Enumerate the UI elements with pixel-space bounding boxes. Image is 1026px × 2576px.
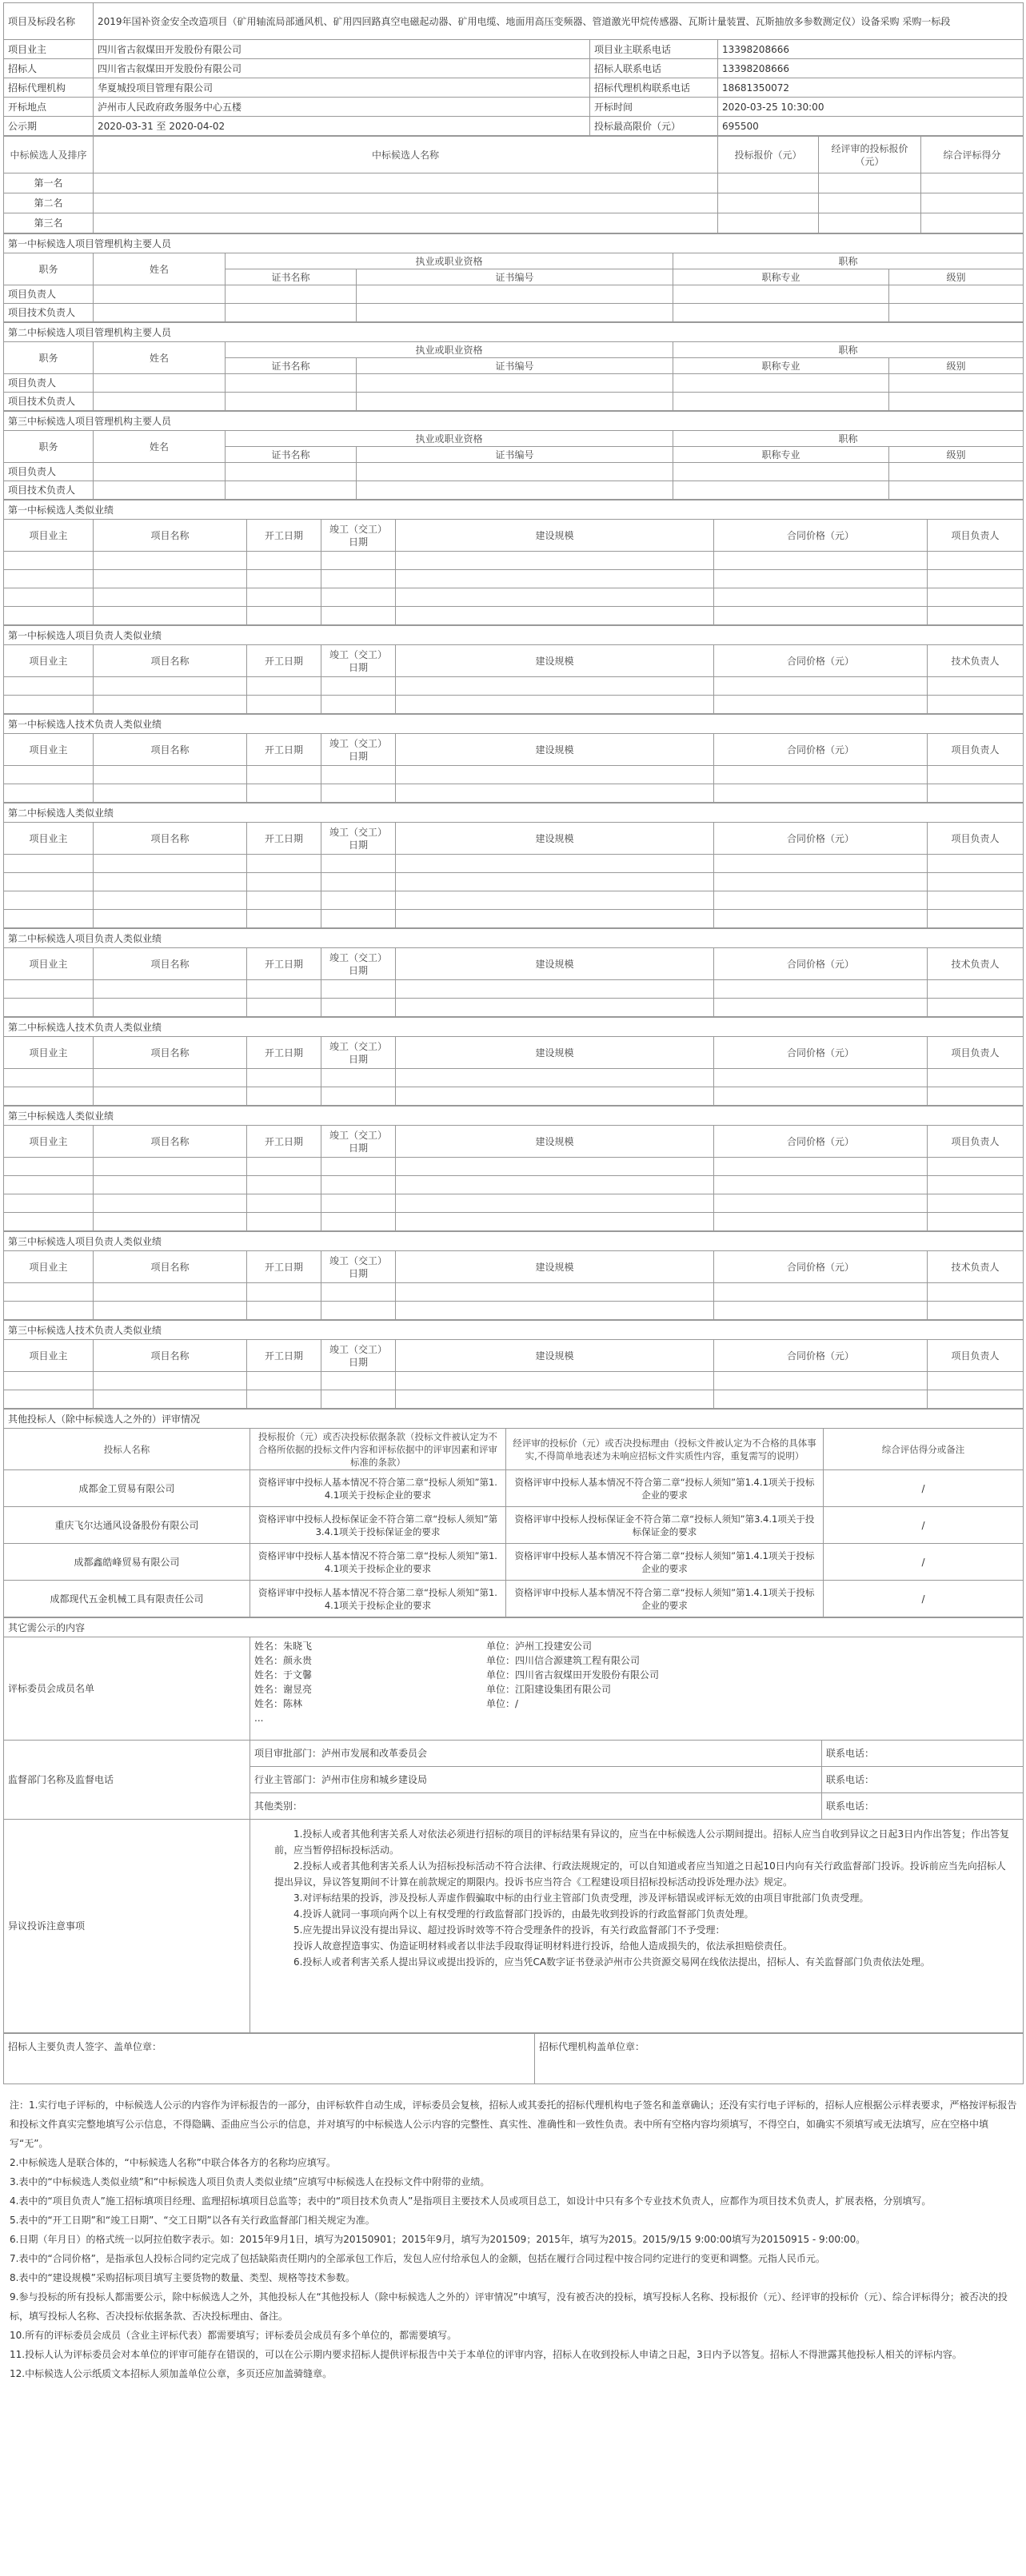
section-title: 其他投标人（除中标候选人之外的）评审情况	[4, 1410, 1024, 1429]
section-title: 第二中标候选人项目负责人类似业绩	[4, 929, 1024, 948]
table-row	[4, 1087, 1024, 1106]
period-value: 2020-03-31 至 2020-04-02	[94, 117, 590, 136]
table-row	[4, 999, 1024, 1017]
location-value: 泸州市人民政府政务服务中心五楼	[94, 98, 590, 117]
objection-label: 异议投诉注意事项	[4, 1820, 250, 2033]
performance-table: 第二中标候选人项目负责人类似业绩 项目业主 项目名称 开工日期 竣工（交工）日期 建设规模 合同价格（元） 技术负责人	[3, 928, 1024, 1017]
table-row	[4, 570, 1024, 588]
reviewers-list: 姓名：朱晓飞 单位：泸州工投建安公司 姓名：颜永贵 单位：四川信合源建筑工程有限公司 姓名：于文馨 单位：四川省古叙煤田开发股份有限公司 姓名：谢昱亮 单位：江阳建设集团有限公司 姓名：陈林 单位：/ ...	[250, 1637, 1024, 1741]
bid-result-document	[3, 2, 1023, 2084]
section-title: 第二中标候选人项目管理机构主要人员	[4, 323, 1024, 342]
list-item: 7.表中的“合同价格”，是指承包人投标合同约定完成了包括缺陷责任期内的全部承包工作后，发包人应付给承包人的金额，包括在履行合同过程中按合同约定进行的变更和调整。元指人民币元。	[10, 2253, 825, 2264]
list-item: 注：1.实行电子评标的，中标候选人公示的内容作为评标报告的一部分，由评标软件自动生成，评标委员会复核，招标人或其委托的招标代理机构电子签名和盖章确认；还没有实行电子评标的，招标人应根据公示样表要求，严格按评标报告和投标文件真实完整地填写公示信息，不得隐瞒、歪曲应当公示的信息，并对填写的中标候选人公示内容的完整性、真实性、准确性和一致性负责。表中所有空格内容均须填写，不得空白，如确实不须填写或无法填写，应在空格中填写“无”。	[10, 2099, 1017, 2149]
table-row	[4, 1194, 1024, 1213]
signature-table	[3, 2033, 1024, 2084]
table-row	[4, 891, 1024, 910]
table-row: 成都鑫皓峰贸易有限公司 资格评审中投标人基本情况不符合第二章“投标人须知”第1.4.1项关于投标企业的要求 资格评审中投标人基本情况不符合第二章“投标人须知”第1.4.1项关于投标企业的要求 /	[4, 1544, 1024, 1581]
section-title: 第二中标候选人类似业绩	[4, 804, 1024, 823]
table-row: 重庆飞尔达通风设备股份有限公司 资格评审中投标人投标保证金不符合第二章“投标人须知”第3.4.1项关于投标保证金的要求 资格评审中投标人投标保证金不符合第二章“投标人须知”第3.4.1项关于投标保证金的要求 /	[4, 1507, 1024, 1544]
list-item: 2.投标人或者其他利害关系人认为招标投标活动不符合法律、行政法规规定的，可以自知道或者应当知道之日起10日内向有关行政监督部门投诉。投诉前应当先向招标人提出异议，异议答复期间不计算在前款规定的期限内。投诉书应当符合《工程建设项目招标投标活动投诉处理办法》规定。	[274, 1860, 1006, 1888]
list-item: 4.表中的“项目负责人”施工招标填项目经理、监理招标填项目总监等；表中的“项目技术负责人”是指项目主要技术人员或项目总工，如设计中只有多个专业技术负责人，应都作为项目技术负责人，扩展表格，分别填写。	[10, 2195, 932, 2207]
project-name-label: 项目及标段名称	[4, 3, 94, 40]
table-row	[4, 696, 1024, 714]
ranking-header-reviewed-price: 经评审的投标报价（元）	[819, 137, 921, 173]
table-row	[4, 1158, 1024, 1176]
list-item: 4.投诉人就同一事项向两个以上有权受理的行政监督部门投诉的，由最先收到投诉的行政监督部门负责处理。	[293, 1908, 754, 1920]
ranking-header-score: 综合评标得分	[921, 137, 1024, 173]
agency-value: 华夏城投项目管理有限公司	[94, 78, 590, 98]
performance-table: 第三中标候选人技术负责人类似业绩 项目业主 项目名称 开工日期 竣工（交工）日期 建设规模 合同价格（元） 项目负责人	[3, 1320, 1024, 1409]
owner-phone-label: 项目业主联系电话	[590, 40, 718, 59]
list-item: 1.投标人或者其他利害关系人对依法必须进行招标的项目的评标结果有异议的，应当在中标候选人公示期间提出。招标人应当自收到异议之日起3日内作出答复；作出答复前，应当暂停招标投标活动。	[274, 1828, 1010, 1856]
ranking-header-rank: 中标候选人及排序	[4, 137, 94, 173]
open-time-label: 开标时间	[590, 98, 718, 117]
table-row	[4, 552, 1024, 570]
list-item: 2.中标候选人是联合体的，“中标候选人名称”中联合体各方的名称均应填写。	[10, 2157, 336, 2168]
table-row	[4, 1372, 1024, 1390]
list-item: 3.表中的“中标候选人类似业绩”和“中标候选人项目负责人类似业绩”应填写中标候选人在投标文件中附带的业绩。	[10, 2176, 490, 2187]
section-title: 第一中标候选人项目管理机构主要人员	[4, 234, 1024, 253]
tenderer-label: 招标人	[4, 59, 94, 78]
reviewers-label: 评标委员会成员名单	[4, 1637, 250, 1741]
table-row	[4, 855, 1024, 873]
table-row: 第二名	[4, 193, 1024, 213]
list-item: 3.对评标结果的投诉，涉及投标人弄虚作假骗取中标的由行业主管部门负责受理，涉及评标错误或评标无效的由项目审批部门负责受理。	[293, 1892, 869, 1904]
table-row	[4, 766, 1024, 784]
agent-signature: 招标人主要负责人签字、盖单位章：	[4, 2034, 535, 2084]
list-item: 8.表中的“建设规模”采购招标项目填写主要货物的数量、类型、规格等技术参数。	[10, 2272, 355, 2283]
table-row	[4, 1176, 1024, 1194]
list-item: 10.所有的评标委员会成员（含业主评标代表）都需要填写；评标委员会成员有多个单位的，都需要填写。	[10, 2330, 457, 2341]
performance-sections	[3, 500, 1023, 1409]
tenderer-signature: 招标代理机构盖单位章：	[535, 2034, 1024, 2084]
table-row	[4, 1302, 1024, 1320]
performance-table: 第一中标候选人项目负责人类似业绩 项目业主 项目名称 开工日期 竣工（交工）日期 建设规模 合同价格（元） 技术负责人	[3, 625, 1024, 714]
table-row	[4, 1069, 1024, 1087]
misc-table: 其它需公示的内容 评标委员会成员名单 姓名：朱晓飞 单位：泸州工投建安公司 姓名：颜永贵 单位：四川信合源建筑工程有限公司 姓名：于文馨 单位：四川省古叙煤田开发股份有限公司 姓名：谢昱亮 单位：江阳建设集团有限公司 姓名：陈林 单位：/ ... 监督部门名称及监督电话 项目审批部门：泸州市发展和改革委员会 联系电话： 行业主管部门：泸州市住房和城乡建设局 联系电话： 其他类别： 联系电话： 异议投诉注意事项 1.投标人或者其他利害关系人对依法必须进行招标的项目的评标结果有异议的，应当在中标候选人公示期间提出。招标人应当自收到异议之日起3日内作出答复；作出答复前，应当暂停招标投标活动。 2.投标人或者其他利害关系人认为招标投标活动不符合法律、行政法规规定的，可以自知道或者应当知道之日起10日内向有关行政监督部门投诉。投诉前应当先向招标人提出异议，异议答复期间不计算在前款规定的期限内。投诉书应当符合《工程建设项目招标投标活动投诉处理办法》规定。 3.对评标结果的投诉，涉及投标人弄虚作假骗取中标的由行业主管部门负责受理，涉及评标错误或评标无效的由项目审批部门负责受理。 4.投诉人就同一事项向两个以上有权受理的行政监督部门投诉的，由最先收到投诉的行政监督部门负责处理。 5.应先提出异议没有提出异议、超过投诉时效等不符合受理条件的投诉，有关行政监督部门不予受理： 投诉人故意捏造事实、伪造证明材料或者以非法手段取得证明材料进行投诉，给他人造成损失的，依法承担赔偿责任。 6.投标人或者利害关系人提出异议或提出投诉的，应当凭CA数字证书登录泸州市公共资源交易网在线依法提出，招标人、有关监督部门负责依法处理。	[3, 1617, 1024, 2033]
agency-label: 招标代理机构	[4, 78, 94, 98]
section-title: 第三中标候选人技术负责人类似业绩	[4, 1321, 1024, 1340]
list-item: 5.应先提出异议没有提出异议、超过投诉时效等不符合受理条件的投诉，有关行政监督部门不予受理：	[293, 1924, 725, 1936]
list-item: 5.表中的“开工日期”和“竣工日期”、“交工日期”以各有关行政监督部门相关规定为准。	[10, 2215, 375, 2226]
objection-notice	[250, 1820, 1024, 2033]
tenderer-phone-label: 招标人联系电话	[590, 59, 718, 78]
section-title: 第二中标候选人技术负责人类似业绩	[4, 1018, 1024, 1037]
project-name-value: 2019年国补资金安全改造项目（矿用轴流局部通风机、矿用四回路真空电磁起动器、矿用电缆、地面用高压变频器、管道激光甲烷传感器、瓦斯计量装置、瓦斯抽放多参数测定仪）设备采购 采购一标段	[94, 3, 1024, 40]
performance-table: 第三中标候选人项目负责人类似业绩 项目业主 项目名称 开工日期 竣工（交工）日期 建设规模 合同价格（元） 技术负责人	[3, 1231, 1024, 1320]
table-row	[4, 607, 1024, 625]
owner-phone-value: 13398208666	[718, 40, 1024, 59]
max-price-value: 695500	[718, 117, 1024, 136]
list-item: 9.参与投标的所有投标人都需要公示，除中标候选人之外，其他投标人在“其他投标人（除中标候选人之外的）评审情况”中填写，没有被否决的投标，填写投标人名称、投标报价（元）、经评审的投标价（元）、综合评标得分；被否决的投标，填写投标人名称、否决投标依据条款、否决投标理由、备注。	[10, 2291, 1008, 2322]
owner-label: 项目业主	[4, 40, 94, 59]
personnel-table-3: 第三中标候选人项目管理机构主要人员 职务 姓名 执业或职业资格 职称 证书名称 证书编号 职称专业 级别 项目负责人 项目技术负责人	[3, 411, 1024, 500]
table-row: 成都现代五金机械工具有限责任公司 资格评审中投标人基本情况不符合第二章“投标人须知”第1.4.1项关于投标企业的要求 资格评审中投标人基本情况不符合第二章“投标人须知”第1.4.1项关于投标企业的要求 /	[4, 1581, 1024, 1617]
table-row	[4, 873, 1024, 891]
section-title: 第一中标候选人类似业绩	[4, 500, 1024, 520]
section-title: 其它需公示的内容	[4, 1618, 1024, 1637]
project-info-table	[3, 2, 1024, 136]
performance-table: 第三中标候选人类似业绩 项目业主 项目名称 开工日期 竣工（交工）日期 建设规模 合同价格（元） 项目负责人	[3, 1106, 1024, 1231]
other-bidders-table: 其他投标人（除中标候选人之外的）评审情况 投标人名称 投标报价（元）或否决投标依据条款（投标文件被认定为不合格所依据的投标文件内容和评标依据中的评审因素和评审标准的条款） 经评审的投标价（元）或否决投标理由（投标文件被认定为不合格的具体事实,不得简单地表述为未响应招标文件实质性内容，重复需写的说明） 综合评估得分或备注 成都金工贸易有限公司 资格评审中投标人基本情况不符合第二章“投标人须知”第1.4.1项关于投标企业的要求 资格评审中投标人基本情况不符合第二章“投标人须知”第1.4.1项关于投标企业的要求 / 重庆飞尔达通风设备股份有限公司 资格评审中投标人投标保证金不符合第二章“投标人须知”第3.4.1项关于投标保证金的要求 资格评审中投标人投标保证金不符合第二章“投标人须知”第3.4.1项关于投标保证金的要求 / 成都鑫皓峰贸易有限公司 资格评审中投标人基本情况不符合第二章“投标人须知”第1.4.1项关于投标企业的要求 资格评审中投标人基本情况不符合第二章“投标人须知”第1.4.1项关于投标企业的要求 / 成都现代五金机械工具有限责任公司 资格评审中投标人基本情况不符合第二章“投标人须知”第1.4.1项关于投标企业的要求 资格评审中投标人基本情况不符合第二章“投标人须知”第1.4.1项关于投标企业的要求 /	[3, 1409, 1024, 1617]
table-row	[4, 784, 1024, 803]
performance-table: 第二中标候选人技术负责人类似业绩 项目业主 项目名称 开工日期 竣工（交工）日期 建设规模 合同价格（元） 项目负责人	[3, 1017, 1024, 1106]
section-title: 第一中标候选人技术负责人类似业绩	[4, 715, 1024, 734]
performance-table: 第一中标候选人类似业绩 项目业主 项目名称 开工日期 竣工（交工）日期 建设规模 合同价格（元） 项目负责人	[3, 500, 1024, 625]
table-row	[4, 677, 1024, 696]
list-item: 6.投标人或者利害关系人提出异议或提出投诉的，应当凭CA数字证书登录泸州市公共资源交易网在线依法提出，招标人、有关监督部门负责依法处理。	[293, 1956, 931, 1968]
table-row: 第一名	[4, 173, 1024, 193]
section-title: 第一中标候选人项目负责人类似业绩	[4, 626, 1024, 645]
table-row: 成都金工贸易有限公司 资格评审中投标人基本情况不符合第二章“投标人须知”第1.4.1项关于投标企业的要求 资格评审中投标人基本情况不符合第二章“投标人须知”第1.4.1项关于投标企业的要求 /	[4, 1470, 1024, 1507]
supervision-label: 监督部门名称及监督电话	[4, 1741, 250, 1820]
ranking-header-price: 投标报价（元）	[718, 137, 819, 173]
table-row	[4, 910, 1024, 928]
ranking-header-name: 中标候选人名称	[94, 137, 718, 173]
tenderer-value: 四川省古叙煤田开发股份有限公司	[94, 59, 590, 78]
open-time-value: 2020-03-25 10:30:00	[718, 98, 1024, 117]
table-row	[4, 588, 1024, 607]
period-label: 公示期	[4, 117, 94, 136]
table-row: 第三名	[4, 213, 1024, 233]
notes	[3, 2095, 1023, 2383]
list-item: 11.投标人认为评标委员会对本单位的评审可能存在错误的，可以在公示期内要求招标人提供评标报告中关于本单位的评审内容，招标人在收到投标人申请之日起，3日内予以答复。招标人不得泄露其他投标人相关的评标内容。	[10, 2349, 962, 2360]
personnel-table-2: 第二中标候选人项目管理机构主要人员 职务 姓名 执业或职业资格 职称 证书名称 证书编号 职称专业 级别 项目负责人 项目技术负责人	[3, 322, 1024, 411]
agency-phone-value: 18681350072	[718, 78, 1024, 98]
agency-phone-label: 招标代理机构联系电话	[590, 78, 718, 98]
section-title: 第三中标候选人项目负责人类似业绩	[4, 1232, 1024, 1251]
performance-table: 第二中标候选人类似业绩 项目业主 项目名称 开工日期 竣工（交工）日期 建设规模 合同价格（元） 项目负责人	[3, 803, 1024, 928]
personnel-table-1: 第一中标候选人项目管理机构主要人员 职务 姓名 执业或职业资格 职称 证书名称 证书编号 职称专业 级别 项目负责人 项目技术负责人	[3, 233, 1024, 322]
list-item: 投诉人故意捏造事实、伪造证明材料或者以非法手段取得证明材料进行投诉，给他人造成损失的，依法承担赔偿责任。	[293, 1940, 793, 1952]
max-price-label: 投标最高限价（元）	[590, 117, 718, 136]
table-row	[4, 980, 1024, 999]
table-row	[4, 1213, 1024, 1231]
section-title: 第三中标候选人类似业绩	[4, 1107, 1024, 1126]
location-label: 开标地点	[4, 98, 94, 117]
tenderer-phone-value: 13398208666	[718, 59, 1024, 78]
table-row	[4, 1283, 1024, 1302]
list-item: 6.日期（年月日）的格式统一以阿拉伯数字表示。如：2015年9月1日，填写为20150901；2015年9月，填写为201509；2015年，填写为2015。2015/9/15 9:00:00填写为20150915 - 9:00:00。	[10, 2234, 866, 2245]
list-item: 12.中标候选人公示纸质文本招标人须加盖单位公章，多页还应加盖骑缝章。	[10, 2368, 333, 2379]
candidate-ranking-table	[3, 136, 1024, 233]
performance-table: 第一中标候选人技术负责人类似业绩 项目业主 项目名称 开工日期 竣工（交工）日期 建设规模 合同价格（元） 项目负责人	[3, 714, 1024, 803]
section-title: 第三中标候选人项目管理机构主要人员	[4, 412, 1024, 431]
owner-value: 四川省古叙煤田开发股份有限公司	[94, 40, 590, 59]
table-row	[4, 1390, 1024, 1409]
